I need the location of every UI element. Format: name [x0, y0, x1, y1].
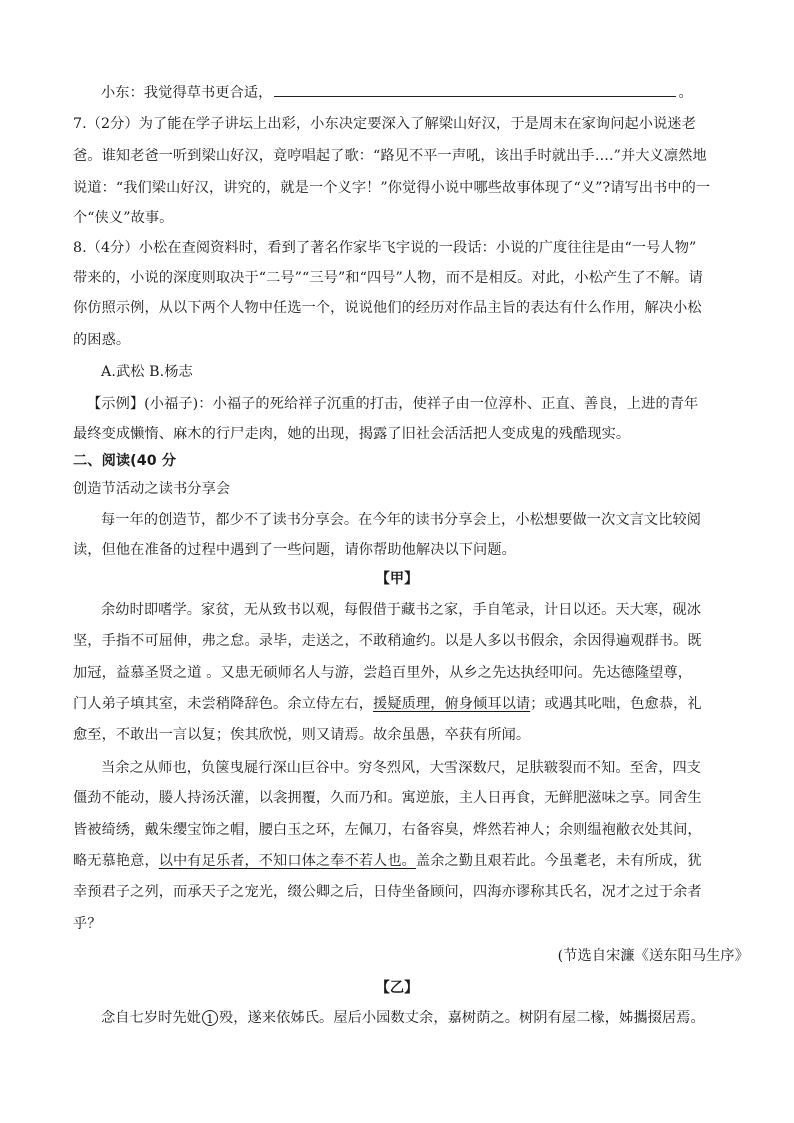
jia-p2-line-4-start: 略无慕艳意， — [73, 853, 159, 869]
jia-p2-line-4 — [73, 851, 721, 871]
q8-line-4: 的困惑。 — [73, 332, 131, 348]
q8-line-3: 你仿照示例，从以下两个人物中任选一个，说说他们的经历对作品主旨的表达有什么作用，解决小松 — [73, 300, 702, 316]
jia-p1-line-5: 愈至，不敢出一言以复；俟其欣悦，则又请焉。故余虽愚，卒获有所闻。 — [73, 727, 531, 743]
q7-line-2: 爸。谁知老爸一听到梁山好汉，竟哼唱起了歌：“路见不平一声吼，该出手时就出手….”并大义凛然地 — [73, 148, 707, 164]
jia-p2-line-1: 当余之从师也，负箧曳屣行深山巨谷中。穷冬烈风，大雪深数尺，足肤皲裂而不知。至舍，四支 — [101, 760, 702, 776]
jia-p1-line-1: 余幼时即嗜学。家贫，无从致书以观，每假借于藏书之家，手自笔录，计日以还。天大寒，砚冰 — [101, 602, 702, 618]
annotation-marker: 1 — [202, 1010, 218, 1026]
passage-jia-source: (节选自宋濂《送东阳马生序》 — [557, 948, 749, 964]
intro-line-1: 每一年的创造节，都少不了读书分享会。在今年的读书分享会上，小松想要做一次文言文比较阅 — [101, 512, 702, 528]
q7-line-1: 7.（2分）为了能在学子讲坛上出彩，小东决定要深入了解梁山好汉，于是周末在家询问起小说迷老 — [73, 116, 696, 132]
activity-title: 创造节活动之读书分享会 — [73, 481, 231, 497]
q6-answer-line — [101, 82, 721, 103]
q8-line-1: 8.（4分）小松在查阅资料时，看到了著名作家毕飞宇说的一段话：小说的广度往往是由“一号人物” — [73, 240, 697, 256]
jia-p2-line-3: 皆被绮绣，戴朱缨宝饰之帽，腰白玉之环，左佩刀，右备容臭，烨然若神人；余则缊袍敝衣处其间， — [73, 822, 702, 838]
example-line-1: 【示例】(小福子)：小福子的死给祥子沉重的打击，使祥子由一位淳朴、正直、善良，上进的青年 — [87, 396, 699, 412]
section-title: 二、阅读(40 分 — [73, 453, 177, 469]
jia-p1-line-4 — [73, 694, 721, 714]
answer-blank[interactable] — [274, 82, 676, 97]
q7-line-4: 个“侠义”故事。 — [73, 210, 174, 226]
underlined-sentence-2: 以中有足乐者，不知口体之奉不若人也。 — [158, 853, 416, 869]
passage-yi-title: 【乙】 — [375, 980, 419, 996]
passage-jia-title: 【甲】 — [375, 571, 419, 587]
jia-p2-line-5: 幸预君子之列，而承天子之宠光，缀公卿之后，日侍坐备顾问，四海亦谬称其氏名，况才之过于余者 — [73, 884, 702, 900]
underlined-sentence-1: 援疑质理，俯身倾耳以请 — [373, 696, 531, 712]
q6-answer-prefix: 小东：我觉得草书更合适， — [101, 85, 273, 101]
jia-p1-line-4-start: 门人弟子填其室，未尝稍降辞色。余立侍左右， — [73, 696, 374, 712]
yi-p1-line-1 — [101, 1008, 721, 1028]
jia-p1-line-3: 加冠，益慕圣贤之道 。又患无硕师名人与游，尝趋百里外，从乡之先达执经叩问。先达德隆望尊， — [73, 665, 692, 681]
yi-p1-line-1-end: 殁，遂来依姊氏。屋后小园数丈余，嘉树荫之。树阴有屋二椽，姊攜掇居焉。 — [219, 1010, 705, 1026]
jia-p2-line-4-end: 盖余之勤且艰若此。今虽耄老，未有所成，犹 — [415, 853, 702, 869]
q8-options: A.武松 B.杨志 — [101, 364, 193, 380]
q8-line-2: 带来的，小说的深度则取决于“二号”“三号”和“四号”人物，而不是相反。对此，小松产生了不解。请 — [73, 270, 703, 286]
yi-p1-line-1-start: 念自七岁时先妣 — [101, 1010, 202, 1026]
example-line-2: 最终变成懒惰、麻木的行尸走肉，她的出现，揭露了旧社会活活把人变成鬼的残酷现实。 — [73, 426, 631, 442]
jia-p1-line-2: 坚，手指不可屈伸，弗之怠。录毕，走送之，不敢稍逾约。以是人多以书假余，余因得遍观群书。既 — [73, 633, 702, 649]
jia-p1-line-4-end: ；或遇其叱咄，色愈恭，礼 — [530, 696, 702, 712]
intro-line-2: 读，但他在准备的过程中遇到了一些问题，请你帮助他解决以下问题。 — [73, 542, 516, 558]
q7-line-3: 说道：“我们梁山好汉，讲究的，就是一个义字！”你觉得小说中哪些故事体现了“义”?请写出书中的一 — [73, 180, 711, 196]
jia-p2-line-6: 乎？ — [73, 916, 102, 932]
jia-p2-line-2: 僵劲不能动，媵人持汤沃灌，以衾拥覆，久而乃和。寓逆旅，主人日再食，无鲜肥滋味之享。同舍生 — [73, 790, 702, 806]
q6-answer-suffix: 。 — [678, 85, 693, 101]
